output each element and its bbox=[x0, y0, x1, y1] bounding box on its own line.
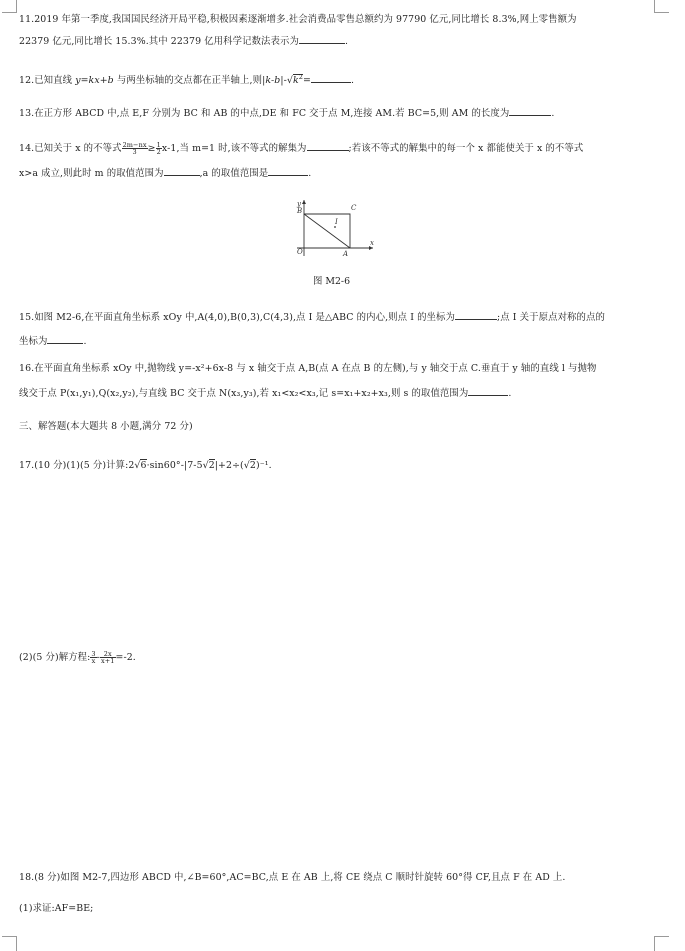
label-i: I bbox=[335, 218, 338, 226]
q17-radicand-1: 6 bbox=[140, 460, 147, 471]
figure-caption: 图 M2-6 bbox=[313, 276, 351, 287]
label-c: C bbox=[351, 204, 357, 212]
q17-part2-post: =-2. bbox=[115, 652, 136, 663]
q17-part2-pre: (2)(5 分)解方程: bbox=[19, 652, 91, 663]
q17-minus: - bbox=[96, 652, 100, 663]
answer-blank[interactable] bbox=[164, 166, 200, 176]
q16-dot: . bbox=[508, 388, 512, 399]
label-b: B bbox=[297, 207, 303, 215]
q12-dot: . bbox=[350, 75, 355, 86]
q17-exp: )⁻¹. bbox=[255, 460, 272, 471]
sqrt-symbol: √ bbox=[134, 460, 141, 471]
question-14-line-1 bbox=[19, 141, 659, 155]
q12-mid: 与两坐标轴的交点都在正半轴上,则| bbox=[113, 75, 266, 86]
question-14-line-2 bbox=[19, 166, 659, 180]
section-3-text: 三、解答题(本大题共 8 小题,满分 72 分) bbox=[19, 421, 193, 432]
question-11-line-2: 22379 亿元,同比增长 15.3%.其中 22379 亿用科学记数法表示为 . bbox=[19, 36, 349, 47]
fraction: $\frac{1}{2}$ bbox=[156, 141, 161, 156]
sqrt-symbol: √ bbox=[243, 460, 250, 471]
fraction: $\frac{2x}{x+1}$ bbox=[100, 650, 115, 665]
question-15-line-1 bbox=[19, 310, 659, 324]
figure-m2-6 bbox=[287, 198, 377, 258]
sqrt-symbol: √ bbox=[286, 75, 293, 86]
q14-mid: x-1,当 m=1 时,该不等式的解集为 bbox=[161, 143, 307, 154]
q12-post: |- bbox=[280, 75, 287, 86]
label-o: O bbox=[297, 248, 303, 256]
q17-pre: 17.(10 分)(1)(5 分)计算:2 bbox=[19, 460, 135, 471]
answer-blank[interactable] bbox=[47, 334, 83, 344]
question-15-line-2 bbox=[19, 334, 659, 348]
q18-line1: 18.(8 分)如图 M2-7,四边形 ABCD 中,∠B=60°,AC=BC,点 E 在 AB 上,将 CE 绕点 C 顺时针旋转 60°得 CF,且点 F 在 AD 上. bbox=[19, 872, 566, 883]
answer-blank[interactable] bbox=[307, 141, 349, 151]
q13-text: 13.在正方形 ABCD 中,点 E,F 分别为 BC 和 AB 的中点,DE 和 FC 交于点 M,连接 AM.若 BC=5,则 AM 的长度为 bbox=[19, 108, 510, 119]
question-18-line-1 bbox=[19, 872, 659, 884]
q18-line2: (1)求证:AF=BE; bbox=[19, 903, 94, 914]
label-x: x bbox=[370, 239, 374, 247]
answer-blank[interactable] bbox=[311, 73, 351, 83]
q17-mid2: |+2÷( bbox=[214, 460, 244, 471]
answer-blank[interactable] bbox=[299, 34, 345, 44]
q12-end: = bbox=[302, 75, 311, 86]
q14-pre: 14.已知关于 x 的不等式 bbox=[19, 143, 122, 154]
label-a: A bbox=[343, 250, 349, 258]
q15-line1a: 15.如图 M2-6,在平面直角坐标系 xOy 中,A(4,0),B(0,3),C(4,3),点 I 是△ABC 的内心,则点 I 的坐标为 bbox=[19, 312, 455, 323]
q17-radicand-3: 2 bbox=[249, 460, 256, 471]
sqrt-symbol: √ bbox=[202, 460, 209, 471]
answer-blank[interactable] bbox=[455, 310, 497, 320]
question-17-part-1 bbox=[19, 460, 659, 472]
q16-line1: 16.在平面直角坐标系 xOy 中,抛物线 y=-x²+6x-8 与 x 轴交于点 A,B(点 A 在点 B 的左侧),与 y 轴交于点 C.垂直于 y 轴的直线 l 与抛物 bbox=[19, 363, 597, 374]
question-18-line-2 bbox=[19, 903, 659, 915]
q17-mid1: ·sin60°-|7-5 bbox=[146, 460, 203, 471]
q15-line2: 坐标为 bbox=[19, 336, 48, 347]
y-axis-arrow bbox=[302, 200, 306, 204]
question-13 bbox=[19, 106, 659, 120]
answer-blank[interactable] bbox=[468, 386, 508, 396]
label-y: y bbox=[297, 200, 301, 208]
q14-post: ;若该不等式的解集中的每一个 x 都能使关于 x 的不等式 bbox=[348, 143, 584, 154]
fraction: $\frac{2m-nx}{3}$ bbox=[122, 141, 147, 156]
q11-text-2: 22379 亿元,同比增长 15.3%.其中 22379 亿用科学记数法表示为 bbox=[19, 36, 299, 47]
q17-radicand-2: 2 bbox=[208, 460, 215, 471]
question-12 bbox=[19, 71, 659, 87]
corner-mark-top-left bbox=[2, 0, 17, 13]
answer-blank[interactable] bbox=[509, 106, 551, 116]
incenter-point bbox=[334, 226, 336, 228]
question-17-part-2 bbox=[19, 651, 659, 664]
q13-dot: . bbox=[551, 108, 555, 119]
segment-ab bbox=[304, 214, 350, 248]
corner-mark-top-right bbox=[654, 0, 669, 13]
q15-line1b: ;点 I 关于原点对称的点的 bbox=[496, 312, 605, 323]
answer-blank[interactable] bbox=[268, 166, 308, 176]
q16-line2: 线交于点 P(x₁,y₁),Q(x₂,y₂),与直线 BC 交于点 N(x₃,y₃),若 x₁<x₂<x₃,记 s=x₁+x₂+x₃,则 s 的取值范围为 bbox=[19, 388, 469, 399]
q11-text-1: 11.2019 年第一季度,我国国民经济开局平稳,积极因素逐渐增多.社会消费品零售总额约为 97790 亿元,同比增长 8.3%,网上零售额为 bbox=[19, 14, 577, 25]
q15-dot: . bbox=[83, 336, 87, 347]
question-16-line-2 bbox=[19, 386, 659, 400]
q12-kb: k-b bbox=[265, 75, 281, 86]
q12-equation: y=kx+b bbox=[75, 75, 114, 86]
q14-line2a: x>a 成立,则此时 m 的取值范围为 bbox=[19, 168, 164, 179]
section-3-heading bbox=[19, 421, 659, 433]
question-11-line-1 bbox=[19, 14, 659, 26]
q12-pre: 12.已知直线 bbox=[19, 75, 76, 86]
question-16-line-1 bbox=[19, 363, 659, 375]
q14-dot: . bbox=[308, 168, 312, 179]
sqrt-radicand: $k^2$ bbox=[292, 73, 303, 86]
q14-line2b: ,a 的取值范围是 bbox=[199, 168, 269, 179]
fraction: $\frac{3}{x}$ bbox=[91, 650, 96, 665]
q14-gt: ≥ bbox=[147, 143, 156, 154]
